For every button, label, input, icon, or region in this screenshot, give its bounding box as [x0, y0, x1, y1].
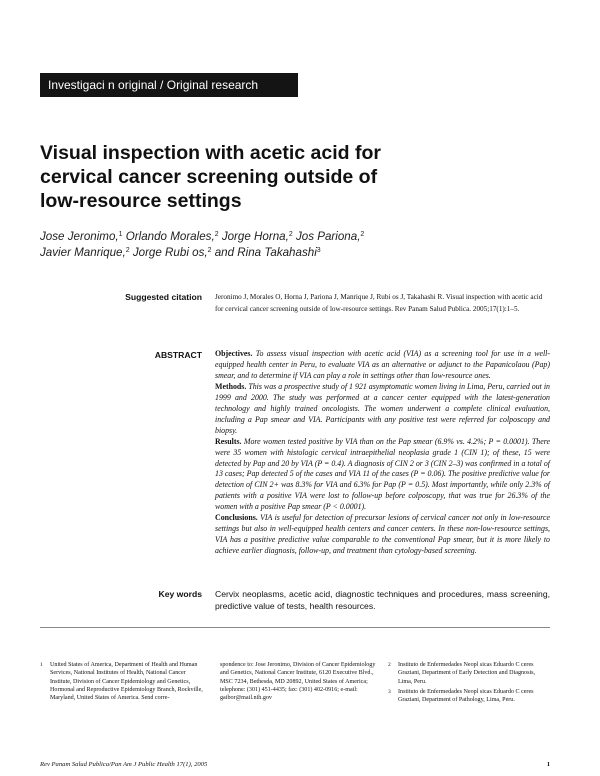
abstract-methods: [215, 382, 550, 437]
conclusions-heading: Conclusions.: [215, 513, 258, 523]
footnote-2: [388, 661, 550, 686]
abstract-objectives: [215, 349, 550, 382]
abstract-conclusions: [215, 513, 550, 557]
conclusions-text: VIA is useful for detection of precursor lesions of cervical cancer not only in low-resource settings but also in well-equipped health centers and cancer centers. In these non-low-resource settings, VIA has a positive predictive value comparable to the conventional Pap smear, but it is more likely to achieve earlier diagnosis, follow-up, and treatment than cytology-based screening.: [215, 513, 550, 556]
objectives-text: To assess visual inspection with acetic acid (VIA) as a screening tool for use in a well-equipped health center in Peru, to evaluate VIA as an alternative or adjunct to the Papanicolaou (Pap) smear, and to determine if VIA can play a role in settings other than low-resource ones.: [215, 349, 550, 380]
methods-heading: Methods.: [215, 381, 247, 391]
footnote-number: 3: [388, 689, 391, 695]
journal-name: Rev Panam Salud Publica/Pan Am J Public Health 17(1), 2005: [40, 761, 208, 768]
author: Jos Pariona,: [292, 230, 361, 243]
author: Orlando Morales,: [122, 230, 215, 243]
affiliation-mark: 3: [316, 247, 321, 254]
keywords-label: Key words: [158, 589, 202, 599]
affiliation-mark: 2: [125, 247, 130, 254]
author: Javier Manrique,: [40, 246, 126, 259]
footnote-1: [40, 661, 203, 702]
footnote-divider: [40, 627, 550, 628]
author: Jorge Horna,: [218, 230, 289, 243]
results-text: More women tested positive by VIA than on the Pap smear (6.9% vs. 4.2%; P = 0.0001). There were 35 women with histologic cervical intraepithelial neoplasia grade 1 (CIN 1); of these, 15 were detected by Pap and 20 by VIA (P = 0.4). A diagnosis of CIN 2 or 3 (CIN 2–3) was confirmed in a total of 13 cases; Pap detected 5 of the cases and VIA 11 of the cases (P = 0.06). The positive predictive value for detection of CIN 2+ was 8.3% for VIA and 6.3% for Pap (P = 0.5). Most importantly, while only 2.3% of patients with a positive VIA were lost to follow-up before colposcopy, that was true for 26.3% of the women with a positive Pap smear (P < 0.0001).: [215, 436, 550, 512]
citation-text: Jeronimo J, Morales O, Horna J, Pariona J, Manrique J, Rubi os J, Takahashi R. Visual inspection with acetic acid for cervical cancer screening outside of low-resource settings. Rev Panam Salud Publica. 2005;17(1):1–5.: [215, 293, 543, 313]
results-heading: Results.: [215, 436, 242, 446]
author: and Rina Takahashi: [211, 246, 317, 259]
footnote-text: Instituto de Enfermedades Neopl sicas Eduardo C ceres Graziani, Department of Pathology, Lima, Peru.: [398, 689, 534, 704]
affiliation-mark: 1: [118, 231, 123, 238]
footnote-3: [388, 688, 550, 705]
keywords-text: Cervix neoplasms, acetic acid, diagnostic techniques and procedures, mass screening, predictive value of tests, health resources.: [215, 589, 550, 611]
title-line: cervical cancer screening outside of: [40, 166, 378, 188]
footnote-number: 1: [40, 662, 43, 668]
author-list: [40, 229, 560, 261]
objectives-heading: Objectives.: [215, 349, 253, 358]
footnote-1-continued: [220, 661, 385, 702]
affiliation-mark: 2: [207, 247, 212, 254]
title-line: low-resource settings: [40, 190, 242, 212]
affiliation-mark: 2: [214, 231, 219, 238]
affiliation-mark: 2: [288, 231, 293, 238]
abstract-body: [215, 349, 550, 557]
citation-label: Suggested citation: [125, 292, 202, 302]
section-banner: Investigaci n original / Original research: [40, 73, 298, 97]
footnote-text: Instituto de Enfermedades Neopl sicas Eduardo C ceres Graziani, Department of Early Detection and Diagnosis, Lima, Peru.: [398, 662, 536, 685]
methods-text: This was a prospective study of 1 921 asymptomatic women living in Lima, Peru, carried out in 1999 and 2000. The study was performed at a cancer center equipped with the latest-generation technology and highly trained oncologists. The women underwent a complete clinical evaluation, including a Pap smear and VIA. Participants with any positive test were referred for colposcopy and biopsy.: [215, 381, 550, 435]
footnote-number: 2: [388, 662, 391, 668]
affiliation-mark: 2: [360, 231, 365, 238]
author: Jorge Rubi os,: [129, 246, 208, 259]
article-title: [40, 141, 560, 213]
page-number: 1: [546, 761, 550, 768]
abstract-label: ABSTRACT: [154, 350, 202, 360]
footnote-text: spondence to: Jose Jeronimo, Division of Cancer Epidemiology and Genetics, National Cancer Institute, 6120 Executive Blvd., MSC 7234, Bethesda, MD 20892, United States of America; telephone: (301) 451-4435; fax: (301) 402-0916; e-mail: gaibor@mail.nih.gov: [220, 662, 376, 701]
title-line: Visual inspection with acetic acid for: [40, 142, 381, 164]
author: Jose Jeronimo,: [40, 230, 119, 243]
abstract-results: [215, 437, 550, 514]
footnote-text: United States of America, Department of Health and Human Services, National Institutes of Health, National Cancer Institute, Division of Cancer Epidemiology and Genetics, Hormonal and Reproductive Epidemiology Branch, Rockville, Maryland, United States of America. Send corre-: [50, 662, 203, 701]
page-footer: [40, 761, 550, 768]
